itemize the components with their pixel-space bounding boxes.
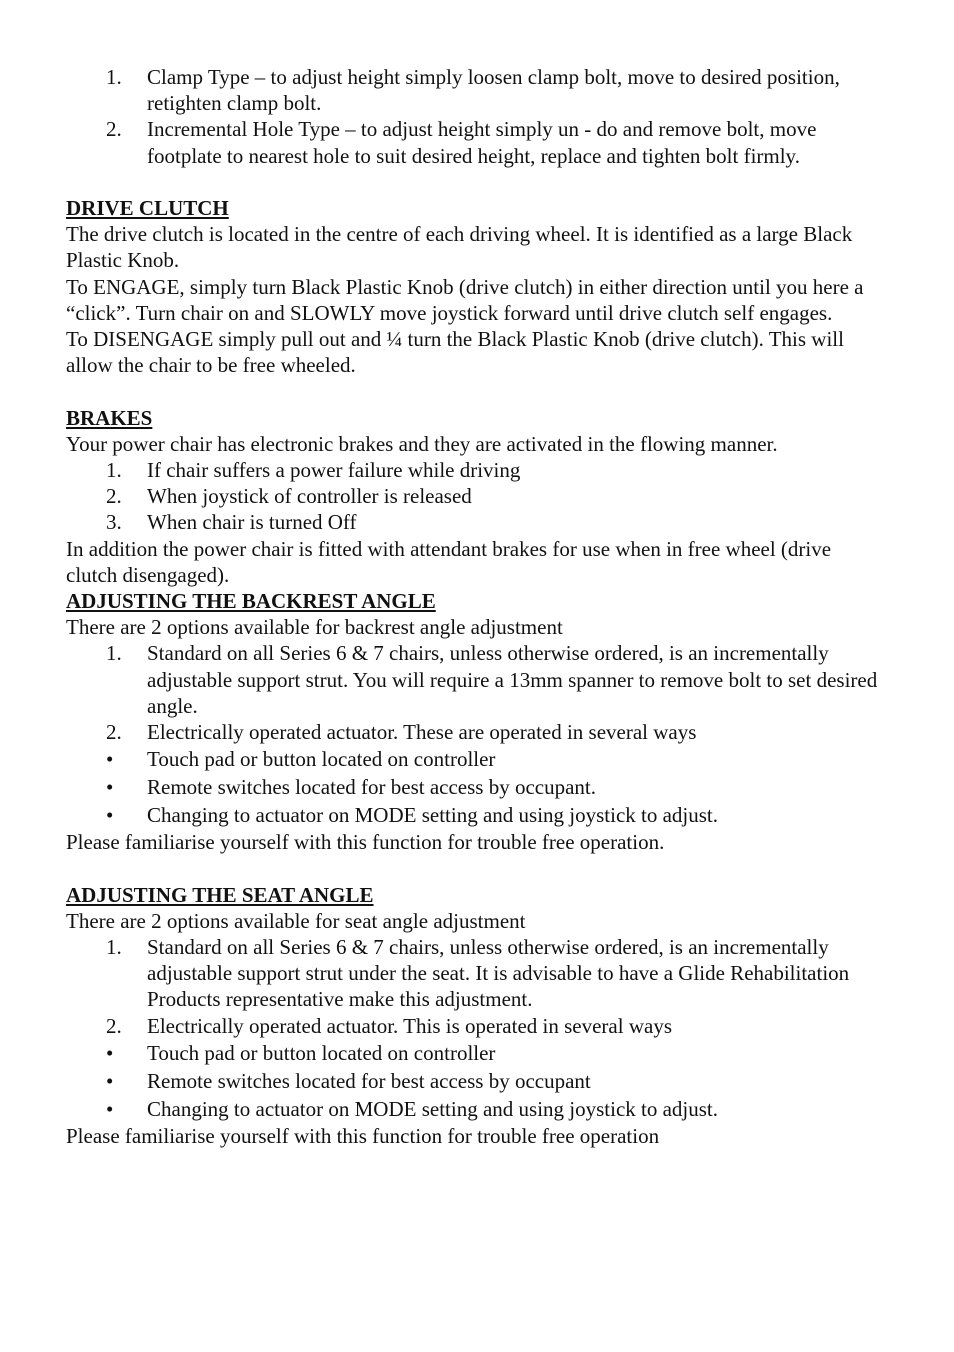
list-item	[66, 509, 886, 535]
spacer	[66, 169, 886, 195]
list-marker: 1.	[106, 458, 122, 483]
paragraph: The drive clutch is located in the centre of each driving wheel. It is identified as a large Black Plastic Knob.	[66, 222, 853, 273]
paragraph: Your power chair has electronic brakes and they are activated in the flowing manner.	[66, 431, 778, 456]
bullet-item-text: Remote switches located for best access by occupant	[147, 1068, 591, 1093]
bullet-icon: •	[106, 1040, 114, 1065]
list-item	[66, 64, 886, 116]
bullet-item	[66, 745, 886, 773]
list-item-text: Standard on all Series 6 & 7 chairs, unless otherwise ordered, is an incrementally adjustable support strut. You will require a 13mm spanner to remove bolt to set desired angle.	[147, 641, 878, 718]
document-page	[66, 64, 886, 1149]
list-marker: 1.	[106, 65, 122, 89]
list-marker: 2.	[106, 1013, 122, 1038]
bullet-item	[66, 1067, 886, 1095]
list-marker: 1.	[106, 641, 122, 666]
bullet-item-text: Touch pad or button located on controller	[147, 747, 496, 772]
bullet-item	[66, 773, 886, 801]
bullet-item-text: Changing to actuator on MODE setting and using joystick to adjust.	[147, 1096, 719, 1121]
paragraph: To ENGAGE, simply turn Black Plastic Knob (drive clutch) in either direction until you here a “click”. Turn chair on and SLOWLY move joystick forward until drive clutch self engages.	[66, 274, 864, 325]
section-heading-drive-clutch: DRIVE CLUTCH	[66, 196, 229, 220]
list-item-text: When joystick of controller is released	[147, 484, 472, 509]
list-item	[66, 483, 886, 509]
section-heading-brakes: BRAKES	[66, 405, 153, 430]
paragraph: In addition the power chair is fitted with attendant brakes for use when in free wheel (drive clutch disengaged).	[66, 536, 832, 587]
section-heading-backrest: ADJUSTING THE BACKREST ANGLE	[66, 589, 436, 614]
list-item-text: When chair is turned Off	[147, 510, 357, 535]
list-item	[66, 116, 886, 168]
paragraph: There are 2 options available for backrest angle adjustment	[66, 615, 563, 640]
list-item-text: Electrically operated actuator. These are operated in several ways	[147, 720, 697, 745]
bullet-item-text: Remote switches located for best access by occupant.	[147, 775, 597, 800]
bullet-item-text: Touch pad or button located on controller	[147, 1040, 496, 1065]
bullet-item	[66, 801, 886, 829]
bullet-item	[66, 1095, 886, 1123]
bullet-icon: •	[106, 803, 114, 828]
list-item-text: Incremental Hole Type – to adjust height simply un - do and remove bolt, move footplate to nearest hole to suit desired height, replace and tighten bolt firmly.	[147, 117, 817, 168]
list-item	[66, 640, 886, 719]
list-item	[66, 934, 886, 1013]
paragraph: Please familiarise yourself with this function for trouble free operation	[66, 1123, 660, 1148]
bullet-item	[66, 1039, 886, 1067]
list-marker: 3.	[106, 510, 122, 535]
bullet-icon: •	[106, 1096, 114, 1121]
bullet-icon: •	[106, 775, 114, 800]
list-item	[66, 1013, 886, 1039]
list-marker: 2.	[106, 484, 122, 509]
list-item-text: Clamp Type – to adjust height simply loosen clamp bolt, move to desired position, retighten clamp bolt.	[147, 65, 840, 116]
spacer	[66, 378, 886, 404]
list-item-text: If chair suffers a power failure while driving	[147, 458, 521, 483]
list-marker: 2.	[106, 720, 122, 745]
list-item	[66, 457, 886, 483]
list-item-text: Electrically operated actuator. This is operated in several ways	[147, 1013, 672, 1038]
bullet-item-text: Changing to actuator on MODE setting and using joystick to adjust.	[147, 803, 719, 828]
list-marker: 2.	[106, 117, 122, 142]
bullet-icon: •	[106, 747, 114, 772]
list-item	[66, 719, 886, 745]
spacer	[66, 855, 886, 881]
list-marker: 1.	[106, 935, 122, 960]
section-heading-seat: ADJUSTING THE SEAT ANGLE	[66, 882, 374, 907]
paragraph: Please familiarise yourself with this function for trouble free operation.	[66, 830, 665, 855]
paragraph: To DISENGAGE simply pull out and ¼ turn the Black Plastic Knob (drive clutch). This will allow the chair to be free wheeled.	[66, 327, 844, 378]
list-item-text: Standard on all Series 6 & 7 chairs, unless otherwise ordered, is an incrementally adjustable support strut under the seat. It is advisable to have a Glide Rehabilitation Products representative make this adjustment.	[147, 935, 850, 1012]
paragraph: There are 2 options available for seat angle adjustment	[66, 908, 526, 933]
bullet-icon: •	[106, 1068, 114, 1093]
